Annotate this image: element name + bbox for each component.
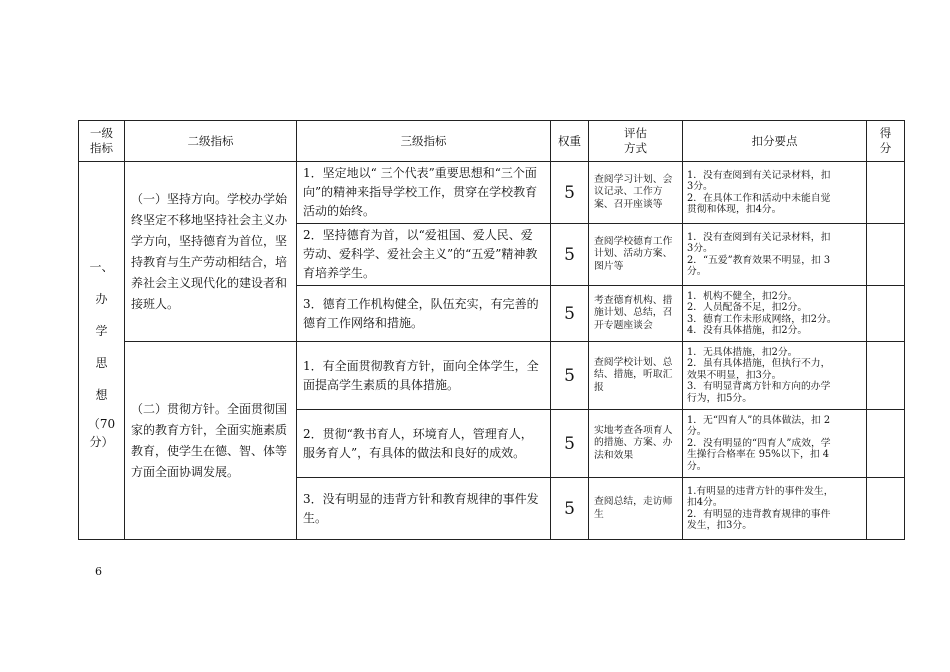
- deduction-cell: 1．没有查阅到有关记录材料，扣 3分。 2．“五爱”教育效果不明显，扣 3 分。: [683, 224, 867, 286]
- level3-cell: 1．有全面贯彻教育方针，面向全体学生，全面提高学生素质的具体措施。: [297, 342, 551, 410]
- level3-cell: 3．德育工作机构健全，队伍充实，有完善的德育工作网络和措施。: [297, 286, 551, 342]
- deduction-cell: 1.有明显的违背方针的事件发生， 扣4分。 2．有明显的违背教育规律的事件 发生，扣3分。: [683, 478, 867, 540]
- method-cell: 查阅总结，走访师生: [589, 478, 683, 540]
- score-cell: [867, 342, 905, 410]
- weight-cell: 5: [551, 286, 589, 342]
- page-number: 6: [95, 565, 102, 578]
- score-cell: [867, 478, 905, 540]
- level3-cell: 2．坚持德育为首，以“爱祖国、爱人民、爱劳动、爱科学、爱社会主义”的“五爱”精神教育培养学生。: [297, 224, 551, 286]
- level1-char: 学: [95, 323, 108, 338]
- weight-cell: 5: [551, 410, 589, 478]
- deduction-cell: 1．机构不健全，扣2分。 2．人员配备不足，扣2分。 3．德育工作未形成网络，扣2分。 4．没有具体措施，扣2分。: [683, 286, 867, 342]
- header-level1: 一级 指标: [79, 121, 125, 162]
- header-level3: 三级指标: [297, 121, 551, 162]
- method-cell: 实地考查各项育人的措施、方案、办法和效果: [589, 410, 683, 478]
- deduction-cell: 1．无“四育人”的具体做法，扣 2 分。 2．没有明显的“四育人”成效，学 生操行合格率在 95%以下，扣 4 分。: [683, 410, 867, 478]
- weight-cell: 5: [551, 478, 589, 540]
- header-row: [79, 121, 905, 162]
- level3-cell: 2．贯彻“教书育人，环境育人，管理育人，服务育人”，有具体的做法和良好的成效。: [297, 410, 551, 478]
- deduction-cell: 1．没有查阅到有关记录材料，扣 3分。 2．在具体工作和活动中未能自觉 贯彻和体现，扣4分。: [683, 162, 867, 224]
- level1-char: 一、: [89, 259, 114, 274]
- level1-cell: [79, 162, 125, 540]
- weight-cell: 5: [551, 342, 589, 410]
- level3-cell: 1．坚定地以“ 三个代表”重要思想和“三个面向”的精神来指导学校工作，贯穿在学校教育活动的始终。: [297, 162, 551, 224]
- header-method: 评估 方式: [589, 121, 683, 162]
- table-row: [79, 342, 905, 410]
- level2-cell: （二）贯彻方针。全面贯彻国家的教育方针，全面实施素质教育，使学生在德、智、体等方面全面协调发展。: [125, 342, 297, 540]
- method-cell: 查阅学校计划、总结、措施，听取汇报: [589, 342, 683, 410]
- level1-char: 办: [95, 291, 108, 306]
- score-cell: [867, 162, 905, 224]
- level1-char: 思: [95, 355, 108, 370]
- method-cell: 查阅学习计划、会议记录、工作方 案、召开座谈等: [589, 162, 683, 224]
- level1-points: （70 分）: [87, 416, 116, 449]
- weight-cell: 5: [551, 162, 589, 224]
- score-cell: [867, 410, 905, 478]
- header-level2: 二级指标: [125, 121, 297, 162]
- level1-char: 想: [95, 387, 108, 402]
- deduction-cell: 1．无具体措施，扣2分。 2．虽有具体措施，但执行不力， 效果不明显，扣3分。 3．有明显背离方针和方向的办学 行为，扣5分。: [683, 342, 867, 410]
- weight-cell: 5: [551, 224, 589, 286]
- score-cell: [867, 286, 905, 342]
- header-deduction: 扣分要点: [683, 121, 867, 162]
- evaluation-table: [78, 120, 905, 540]
- table-row: [79, 162, 905, 224]
- level2-cell: （一）坚持方向。学校办学始终坚定不移地坚持社会主义办学方向，坚持德育为首位，坚持教育与生产劳动相结合，培养社会主义现代化的建设者和接班人。: [125, 162, 297, 342]
- header-weight: 权重: [551, 121, 589, 162]
- score-cell: [867, 224, 905, 286]
- header-score: 得 分: [867, 121, 905, 162]
- method-cell: 考查德育机构、措施计划、总结，召开专题座谈会: [589, 286, 683, 342]
- method-cell: 查阅学校德育工作计划、活动方案、图片等: [589, 224, 683, 286]
- level3-cell: 3．没有明显的违背方针和教育规律的事件发生。: [297, 478, 551, 540]
